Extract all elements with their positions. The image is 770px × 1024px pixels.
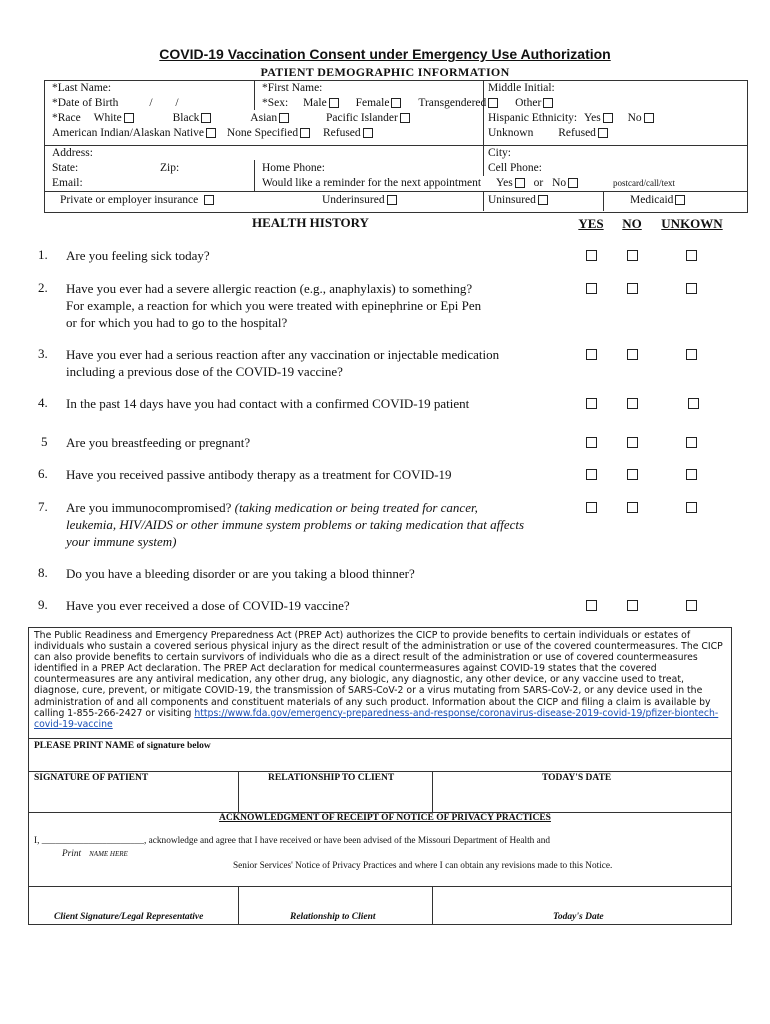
print-name-label: PLEASE PRINT NAME of signature below — [34, 741, 211, 751]
question-line: Are you feeling sick today? — [66, 248, 210, 263]
reminder-yes-option[interactable]: Yes — [496, 177, 527, 189]
question-line: including a previous dose of the COVID-19 vaccine? — [66, 364, 343, 379]
question-text — [66, 395, 469, 412]
todays-date-field-2[interactable]: Today's Date — [553, 912, 604, 922]
privacy-ack-line-2: Senior Services' Notice of Privacy Practices and where I can obtain any revisions made to this Notice. — [233, 861, 613, 871]
signature-patient-field[interactable]: SIGNATURE OF PATIENT — [34, 773, 149, 783]
answer-no-checkbox[interactable] — [627, 469, 638, 480]
question-number: 8. — [38, 565, 48, 580]
checkbox[interactable] — [391, 98, 401, 108]
race-american-indian-option[interactable]: American Indian/Alaskan Native — [52, 127, 218, 139]
race-white-option[interactable]: White — [94, 112, 136, 124]
checkbox[interactable] — [488, 98, 498, 108]
sex-row — [262, 97, 555, 109]
question-text — [66, 280, 481, 331]
underinsured-option[interactable]: Underinsured — [322, 194, 399, 206]
address-field[interactable]: Address: — [52, 147, 93, 159]
checkbox[interactable] — [206, 128, 216, 138]
answer-unknown-checkbox[interactable] — [686, 502, 697, 513]
client-signature-field[interactable]: Client Signature/Legal Representative — [54, 912, 204, 922]
checkbox[interactable] — [538, 195, 548, 205]
fda-link[interactable]: https://www.fda.gov/emergency-preparedness-and-response/coronavirus-disease-2019-covid-19/pfizer-biontech-covid-19-vaccine — [34, 707, 719, 730]
middle-initial-field[interactable]: Middle Initial: — [488, 82, 555, 94]
race-row-2 — [52, 127, 375, 139]
question-number: 1. — [38, 247, 48, 262]
question-line: Have you ever had a severe allergic reaction (e.g., anaphylaxis) to something? — [66, 281, 473, 296]
question-line: Have you received passive antibody therapy as a treatment for COVID-19 — [66, 467, 452, 482]
ethnicity-unknown-option[interactable]: Unknown — [488, 127, 534, 139]
question-text — [66, 565, 415, 582]
question-text — [66, 499, 524, 550]
answer-no-checkbox[interactable] — [627, 502, 638, 513]
checkbox[interactable] — [204, 195, 214, 205]
checkbox[interactable] — [543, 98, 553, 108]
hispanic-yes-option[interactable]: Yes — [584, 112, 615, 124]
question-number: 4. — [38, 395, 48, 410]
cell-phone-field[interactable]: Cell Phone: — [488, 162, 542, 174]
hispanic-no-option[interactable]: No — [628, 112, 656, 124]
question-line: Do you have a bleeding disorder or are you taking a blood thinner? — [66, 566, 415, 581]
question-number: 3. — [38, 346, 48, 361]
dob-sep: / — [149, 97, 153, 109]
dob-field[interactable] — [52, 97, 179, 109]
answer-unknown-checkbox[interactable] — [686, 250, 697, 261]
reminder-no-option[interactable]: No — [552, 177, 580, 189]
reminder-types: postcard/call/text — [613, 178, 675, 188]
checkbox[interactable] — [603, 113, 613, 123]
answer-yes-checkbox[interactable] — [586, 600, 597, 611]
last-name-field[interactable]: *Last Name: — [52, 82, 112, 94]
question-note: (taking medication or being treated for cancer, — [231, 500, 478, 515]
race-black-option[interactable]: Black — [173, 112, 214, 124]
sex-transgendered-option[interactable]: Transgendered — [418, 97, 500, 109]
question-note: your immune system) — [66, 534, 177, 549]
private-insurance-option[interactable]: Private or employer insurance — [60, 194, 216, 206]
answer-no-checkbox[interactable] — [627, 437, 638, 448]
answer-no-checkbox[interactable] — [627, 283, 638, 294]
dob-label: *Date of Birth — [52, 97, 119, 109]
question-text — [66, 466, 452, 483]
sex-male-option[interactable]: Male — [303, 97, 341, 109]
health-history-heading: HEALTH HISTORY — [252, 215, 369, 230]
ethnicity-refused-option[interactable]: Refused — [558, 127, 610, 139]
dob-sep: / — [175, 97, 179, 109]
answer-unknown-checkbox[interactable] — [688, 398, 699, 409]
uninsured-option[interactable]: Uninsured — [488, 194, 550, 206]
relationship-field[interactable]: RELATIONSHIP TO CLIENT — [268, 773, 395, 783]
answer-yes-checkbox[interactable] — [586, 502, 597, 513]
question-number: 9. — [38, 597, 48, 612]
medicaid-option[interactable]: Medicaid — [630, 194, 687, 206]
sex-female-option[interactable]: Female — [356, 97, 404, 109]
checkbox[interactable] — [387, 195, 397, 205]
hispanic-row — [488, 112, 656, 124]
answer-no-checkbox[interactable] — [627, 398, 638, 409]
checkbox[interactable] — [363, 128, 373, 138]
col-unknown-header: UNKOWN — [661, 216, 723, 231]
form-title: COVID-19 Vaccination Consent under Emergency Use Authorization — [159, 46, 611, 62]
answer-yes-checkbox[interactable] — [586, 283, 597, 294]
answer-yes-checkbox[interactable] — [586, 469, 597, 480]
first-name-field[interactable]: *First Name: — [262, 82, 323, 94]
race-none-specified-option[interactable]: None Specified — [227, 127, 312, 139]
state-field[interactable]: State: — [52, 162, 79, 174]
checkbox[interactable] — [675, 195, 685, 205]
section-subtitle: PATIENT DEMOGRAPHIC INFORMATION — [260, 65, 510, 79]
question-line: Have you ever received a dose of COVID-19 vaccine? — [66, 598, 350, 613]
question-text — [66, 597, 350, 614]
race-pacific-option[interactable]: Pacific Islander — [326, 112, 412, 124]
question-line: or for which you had to go to the hospital? — [66, 315, 288, 330]
hispanic-label: Hispanic Ethnicity: — [488, 112, 578, 124]
checkbox[interactable] — [279, 113, 289, 123]
city-field[interactable]: City: — [488, 147, 512, 159]
privacy-ack-line: I, ______________________, acknowledge and agree that I have received or have been advised of the Missouri Department of Health and — [34, 836, 551, 846]
checkbox[interactable] — [400, 113, 410, 123]
checkbox[interactable] — [124, 113, 134, 123]
checkbox[interactable] — [568, 178, 578, 188]
reminder-label: Would like a reminder for the next appointment — [262, 177, 482, 189]
checkbox[interactable] — [300, 128, 310, 138]
prep-act-body: The Public Readiness and Emergency Preparedness Act (PREP Act) authorizes the CICP to provide benefits to certain individuals or estates of individuals who sustain a covered serious physical injury as the direct result of the administration or use of the covered countermeasures. The CICP can also provide benefits to certain survivors of individuals who die as a direct result of the administration or use of covered countermeasures identified in a PREP Act declaration. The PREP Act declaration for medical countermeasures against COVID-19 states that the covered countermeasures are any antiviral medication, any other drug, any biologic, any diagnostic, any other device, or any vaccine used to treat, diagnose, cure, prevent, or mitigate COVID-19, the transmission of SARS-CoV-2 or a virus mutating from SARS-CoV-2, or any device used in the administration of and all components and constituent materials of any such product. Information about the CICP and filing a claim is available by calling 1-855-266-2427 or visiting — [34, 630, 723, 719]
answer-yes-checkbox[interactable] — [586, 437, 597, 448]
question-line: For example, a reaction for which you were treated with epinephrine or Epi Pen — [66, 298, 482, 313]
answer-unknown-checkbox[interactable] — [686, 469, 697, 480]
question-number: 5 — [41, 434, 48, 449]
ethnicity-row-2 — [488, 127, 610, 139]
answer-yes-checkbox[interactable] — [586, 349, 597, 360]
question-line: Are you breastfeeding or pregnant? — [66, 435, 251, 450]
checkbox[interactable] — [598, 128, 608, 138]
email-field[interactable]: Email: — [52, 177, 83, 189]
question-number: 7. — [38, 499, 48, 514]
question-line: Are you immunocompromised? — [66, 500, 232, 515]
answer-yes-checkbox[interactable] — [586, 398, 597, 409]
answer-unknown-checkbox[interactable] — [686, 283, 697, 294]
question-text — [66, 346, 499, 380]
checkbox[interactable] — [515, 178, 525, 188]
answer-unknown-checkbox[interactable] — [686, 437, 697, 448]
question-number: 2. — [38, 280, 48, 295]
race-row — [52, 112, 412, 124]
sex-label: *Sex: — [262, 97, 289, 109]
answer-unknown-checkbox[interactable] — [686, 600, 697, 611]
question-text — [66, 247, 210, 264]
relationship-to-client-field[interactable]: Relationship to Client — [290, 912, 376, 922]
home-phone-field[interactable]: Home Phone: — [262, 162, 325, 174]
race-refused-option[interactable]: Refused — [323, 127, 375, 139]
question-line: Have you ever had a serious reaction after any vaccination or injectable medication — [66, 347, 500, 362]
question-line: In the past 14 days have you had contact with a confirmed COVID-19 patient — [66, 396, 470, 411]
prep-act-text — [34, 630, 724, 730]
race-label: *Race — [52, 112, 81, 124]
reminder-or: or — [533, 177, 544, 189]
checkbox[interactable] — [329, 98, 339, 108]
answer-no-checkbox[interactable] — [627, 600, 638, 611]
question-note: leukemia, HIV/AIDS or other immune system problems or taking medication that affects — [66, 517, 525, 532]
col-yes-header: YES — [578, 216, 604, 231]
checkbox[interactable] — [201, 113, 211, 123]
answer-no-checkbox[interactable] — [627, 349, 638, 360]
answer-no-checkbox[interactable] — [627, 250, 638, 261]
checkbox[interactable] — [644, 113, 654, 123]
race-asian-option[interactable]: Asian — [250, 112, 291, 124]
question-text — [66, 434, 250, 451]
zip-field[interactable]: Zip: — [160, 162, 180, 174]
sex-other-option[interactable]: Other — [515, 97, 555, 109]
print-label: Print NAME HERE — [62, 849, 128, 859]
privacy-heading: ACKNOWLEDGMENT OF RECEIPT OF NOTICE OF PRIVACY PRACTICES — [219, 813, 551, 823]
question-number: 6. — [38, 466, 48, 481]
answer-unknown-checkbox[interactable] — [686, 349, 697, 360]
todays-date-field[interactable]: TODAY'S DATE — [542, 773, 612, 783]
reminder-row — [262, 177, 675, 189]
answer-yes-checkbox[interactable] — [586, 250, 597, 261]
col-no-header: NO — [622, 216, 642, 231]
